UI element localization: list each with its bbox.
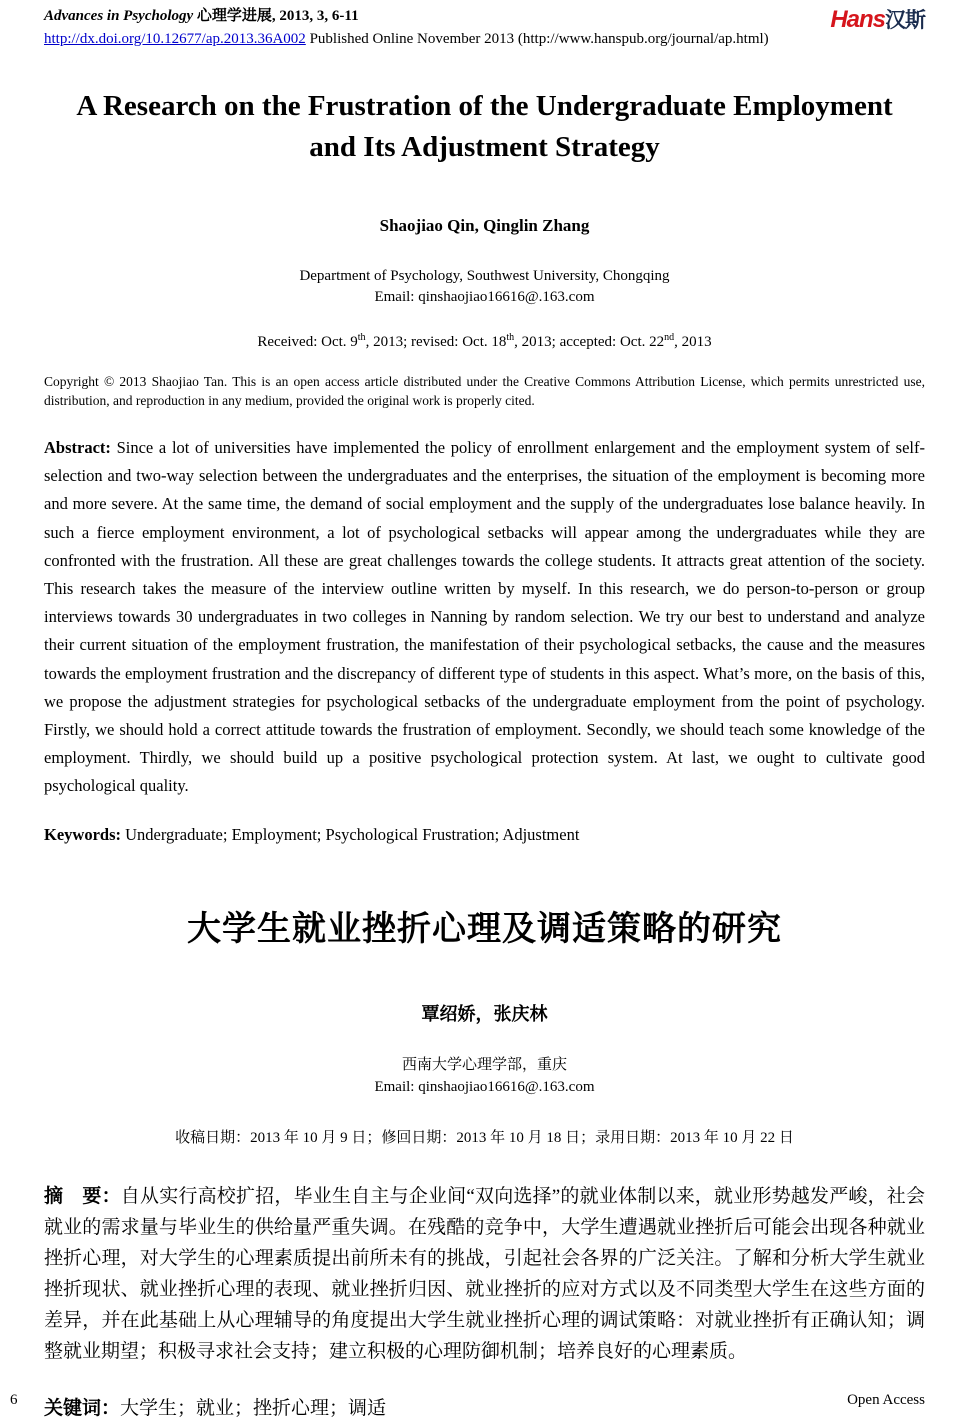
hans-logo-en: Hans: [830, 6, 885, 33]
received-part4: , 2013: [674, 334, 712, 350]
abstract-en: [44, 434, 925, 801]
doi-line: [44, 28, 769, 50]
hans-logo: [830, 4, 925, 34]
received-sup2: th: [506, 332, 515, 343]
journal-header-left: [44, 6, 769, 50]
hans-logo-zh: 汉斯: [885, 9, 925, 32]
published-info: Published Online November 2013 (http://www.hanspub.org/journal/ap.html): [309, 31, 769, 47]
keywords-text-en: Undergraduate; Employment; Psychological Frustration; Adjustment: [121, 824, 580, 844]
open-access-label: Open Access: [847, 1392, 925, 1408]
journal-title-line: [44, 6, 769, 26]
received-line: [44, 334, 925, 351]
affiliation-zh: 西南大学心理学部，重庆: [401, 1056, 567, 1073]
abstract-label-zh: 摘 要：: [44, 1185, 121, 1207]
copyright-notice: Copyright © 2013 Shaojiao Tan. This is an open access article distributed under the Creative Commons Attribution License, which permits unrestricted use, distribution, and reproduction in any medium, provided the original work is properly cited.: [44, 374, 925, 408]
doi-link[interactable]: http://dx.doi.org/10.12677/ap.2013.36A002: [44, 31, 306, 47]
keywords-label-en: Keywords:: [44, 824, 121, 844]
affiliation-en: Department of Psychology, Southwest University, Chongqing: [299, 268, 670, 284]
received-sup1: th: [357, 332, 366, 343]
paper-title-zh: 大学生就业挫折心理及调适策略的研究: [187, 909, 782, 948]
received-part1: Received: Oct. 9: [257, 334, 358, 350]
affiliation-block-zh: [44, 1054, 925, 1098]
keywords-en: [44, 825, 925, 845]
journal-header: [44, 6, 925, 50]
affiliation-block-en: [44, 266, 925, 308]
abstract-label-en: Abstract:: [44, 438, 111, 457]
email-en: Email: qinshaojiao16616@.163.com: [374, 289, 595, 305]
authors-zh: 覃绍娇，张庆林: [421, 1003, 548, 1024]
keywords-text-zh: 大学生；就业；挫折心理；调适: [120, 1397, 387, 1417]
authors-en: Shaojiao Qin, Qinglin Zhang: [379, 216, 590, 235]
page-number: 6: [10, 1392, 18, 1408]
abstract-zh: [44, 1181, 925, 1367]
received-part2: , 2013; revised: Oct. 18: [365, 334, 507, 350]
keywords-zh: [44, 1393, 925, 1417]
received-part3: , 2013; accepted: Oct. 22: [514, 334, 665, 350]
email-zh: Email: qinshaojiao16616@.163.com: [374, 1078, 595, 1095]
received-sup3: nd: [664, 332, 675, 343]
dates-zh: 收稿日期：2013 年 10 月 9 日；修回日期：2013 年 10 月 18 日；录用日期：2013 年 10 月 22 日: [175, 1129, 794, 1146]
paper-title-en: A Research on the Frustration of the Undergraduate Employment and Its Adjustment Strategy: [76, 90, 893, 163]
journal-issue-info: 心理学进展, 2013, 3, 6-11: [196, 8, 359, 24]
keywords-label-zh: 关键词：: [44, 1397, 121, 1417]
abstract-text-zh: 自从实行高校扩招，毕业生自主与企业间“双向选择”的就业体制以来，就业形势越发严峻，社会就业的需求量与毕业生的供给量严重失调。在残酷的竞争中，大学生遭遇就业挫折后可能会出现各种就业挫折心理，对大学生的心理素质提出前所未有的挑战，引起社会各界的广泛关注。了解和分析大学生就业挫折现状、就业挫折心理的表现、就业挫折归因、就业挫折的应对方式以及不同类型大学生在这些方面的差异，并在此基础上从心理辅导的角度提出大学生就业挫折心理的调试策略：对就业挫折有正确认知；调整就业期望；积极寻求社会支持；建立积极的心理防御机制；培养良好的心理素质。: [44, 1185, 925, 1362]
abstract-text-en: Since a lot of universities have implemented the policy of enrollment enlargement and the employment system of self-selection and two-way selection between the undergraduates and the enterprises, the situation of the employment is becoming more and more severe. At the same time, the demand of social employment and the supply of the undergraduates lose balance heavily. In such a fierce employment environment, a lot of psychological setbacks will appear among the undergraduates while they are confronted with the frustration. All these are great challenges towards the college students. It attracts great attention of the society. This research takes the measure of the interview outline written by myself. In this research, we do person-to-person or group interviews towards 30 undergraduates in two colleges in Nanning by random selection. We try our best to understand and analyze their current situation of the employment frustration, the manifestation of their psychological setbacks, the cause and the measures towards the employment frustration and the discrepancy of different type of students in this aspect. What’s more, on the basis of this, we propose the adjustment strategies for psychological setbacks of the undergraduate employment from the point of psychology. Firstly, we should hold a correct attitude towards the frustration of employment. Secondly, we should teach some knowledge of the employment. Thirdly, we should build up a positive psychological protection system. At last, we ought to cultivate good psychological quality.: [44, 438, 925, 796]
journal-name: Advances in Psychology: [44, 8, 194, 24]
